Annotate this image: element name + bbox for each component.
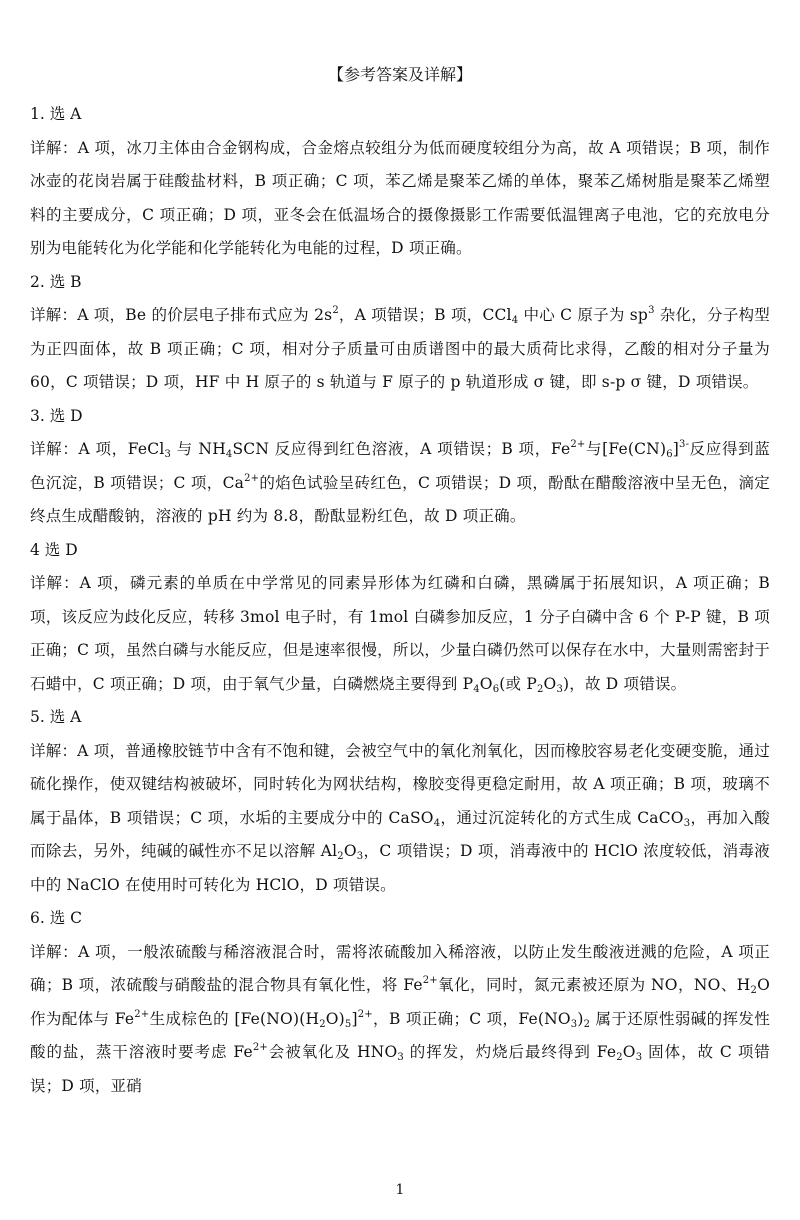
answer-detail: 详解：A 项，磷元素的单质在中学常见的同素异形体为红磷和白磷，黑磷属于拓展知识，A 项正确；B 项，该反应为歧化反应，转移 3mol 电子时，有 1mol 白磷参加反应，1 分子白磷中含 6 个 P-P 键，B 项正确；C 项，虽然白磷与水能反应，但是速率很慢，所以，少量白磷仍然可以保存在水中，大量则需密封于石蜡中，C 项正确；D 项，由于氧气少量，白磷燃烧主要得到 $P_4O_6$(或 $P_2O_3$)，故 D 项错误。	[30, 574, 770, 695]
answer-item-2	[30, 266, 770, 400]
answer-heading: 6. 选 C	[30, 909, 83, 927]
answer-list	[30, 98, 770, 1103]
answer-detail: 详解：A 项，普通橡胶链节中含有不饱和键，会被空气中的氧化剂氧化，因而橡胶容易老化变硬变脆，通过硫化操作，使双键结构被破坏，同时转化为网状结构，橡胶变得更稳定耐用，故 A 项正确；B 项，玻璃不属于晶体，B 项错误；C 项，水垢的主要成分中的 CaSO$_4$，通过沉淀转化的方式生成 CaCO$_3$，再加入酸而除去，另外，纯碱的碱性亦不足以溶解 $Al_2O_3$，C 项错误；D 项，消毒液中的 HClO 浓度较低，消毒液中的 NaClO 在使用时可转化为 HClO，D 项错误。	[30, 741, 770, 894]
page-number: 1	[395, 1182, 405, 1198]
answer-detail: 详解：A 项，Be 的价层电子排布式应为 $2s^2$，A 项错误；B 项，CCl$_4$ 中心 C 原子为 $sp^3$ 杂化，分子构型为正四面体，故 B 项正确；C 项，相对分子质量可由质谱图中的最大质荷比求得，乙酸的相对分子量为 60，C 项错误；D 项，HF 中 H 原子的 s 轨道与 F 原子的 p 轨道形成 σ 键，即 s-p σ 键，D 项错误。	[30, 305, 770, 391]
answer-heading: 3. 选 D	[30, 406, 83, 425]
answer-item-6	[30, 902, 770, 1103]
answer-detail: 详解：A 项，冰刀主体由合金钢构成，合金熔点较组分为低而硬度较组分为高，故 A 项错误；B 项，制作冰壶的花岗岩属于硅酸盐材料，B 项正确；C 项，苯乙烯是聚苯乙烯的单体，聚苯乙烯树脂是聚苯乙烯塑料的主要成分，C 项正确；D 项，亚冬会在低温场合的摄像摄影工作需要低温锂离子电池，它的充放电分别为电能转化为化学能和化学能转化为电能的过程，D 项正确。	[30, 138, 770, 257]
answer-heading: 4 选 D	[30, 540, 78, 559]
answer-detail: 详解：A 项，一般浓硫酸与稀溶液混合时，需将浓硫酸加入稀溶液，以防止发生酸液迸溅的危险，A 项正确；B 项，浓硫酸与硝酸盐的混合物具有氧化性，将 $Fe^{2+}$氧化，同时，氮元素被还原为 NO，NO、$H_2O$ 作为配体与 $Fe^{2+}$生成棕色的 $[Fe(NO)(H_2O)_5]^{2+}$，B 项正确；C 项，$Fe(NO_3)_2$ 属于还原性弱碱的挥发性酸的盐，蒸干溶液时要考虑 $Fe^{2+}$会被氧化及 $HNO_3$ 的挥发，灼烧后最终得到 $Fe_2O_3$ 固体，故 C 项错误；D 项，亚硝	[30, 942, 771, 1095]
answer-item-1	[30, 98, 770, 266]
answer-heading: 5. 选 A	[30, 708, 82, 726]
answer-detail: 详解：A 项，FeCl$_3$ 与 $NH_4SCN$ 反应得到红色溶液，A 项错误；B 项，$Fe^{2+}$与$[Fe(CN)_6]^{3-}$反应得到蓝色沉淀，B 项错误；C 项，$Ca^{2+}$的焰色试验呈砖红色，C 项错误；D 项，酚酞在醋酸溶液中呈无色，滴定终点生成醋酸钠，溶液的 pH 约为 8.8，酚酞显粉红色，故 D 项正确。	[30, 439, 770, 525]
answer-heading: 2. 选 B	[30, 272, 82, 291]
answer-heading: 1. 选 A	[30, 105, 82, 123]
answer-item-4	[30, 534, 770, 702]
answer-item-5	[30, 701, 770, 902]
page-title: 【参考答案及详解】	[327, 65, 472, 84]
answer-item-3	[30, 400, 770, 534]
